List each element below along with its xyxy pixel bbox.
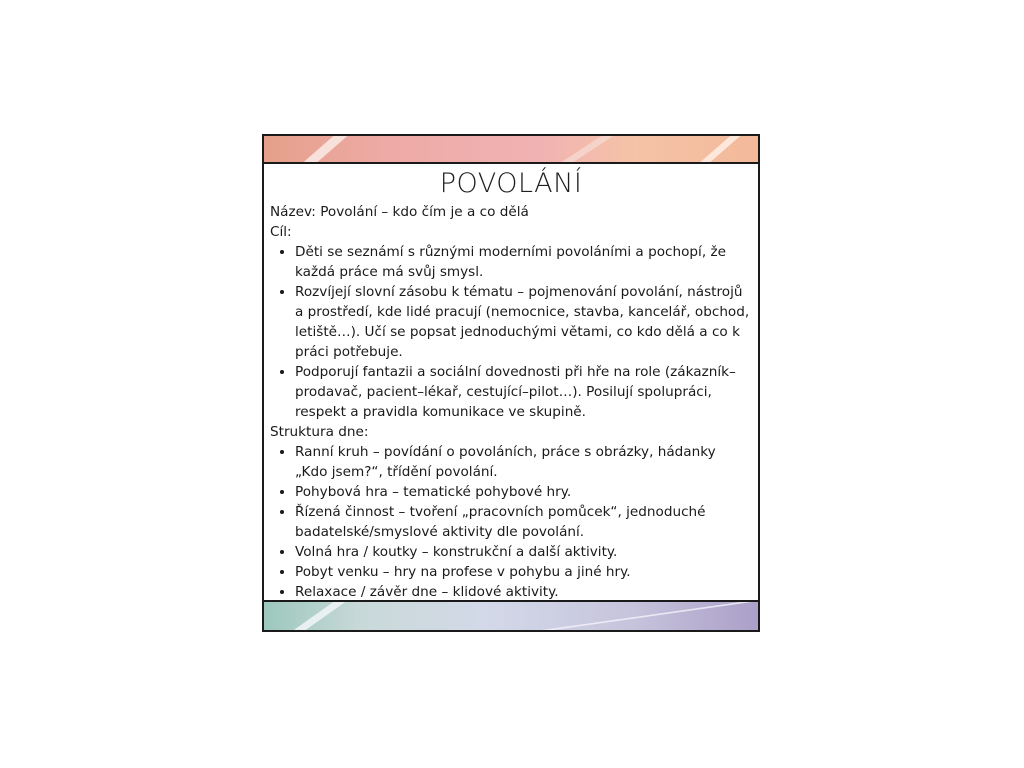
bottom-watercolor-band	[264, 600, 758, 630]
lesson-card	[262, 134, 760, 632]
list-item: • Volná hra / koutky – konstrukční a další aktivity.	[295, 542, 752, 562]
list-item: • Relaxace / závěr dne – klidové aktivity.	[295, 582, 752, 602]
name-line: Název: Povolání – kdo čím je a co dělá	[270, 204, 529, 220]
card-content	[264, 164, 758, 602]
structure-label: Struktura dne:	[270, 424, 369, 440]
list-item: • Pobyt venku – hry na profese v pohybu a jiné hry.	[295, 562, 752, 582]
page-title: POVOLÁNÍ	[439, 168, 583, 199]
list-item: • Ranní kruh – povídání o povoláních, práce s obrázky, hádanky „Kdo jsem?“, třídění povolání.	[295, 442, 752, 482]
list-item: • Pohybová hra – tematické pohybové hry.	[295, 482, 752, 502]
list-item: • Podporují fantazii a sociální dovednosti při hře na role (zákazník–prodavač, pacient–lékař, cestující–pilot…). Posilují spolupráci, respekt a pravidla komunikace ve skupině.	[295, 362, 752, 422]
list-item: • Děti se seznámí s různými moderními povoláními a pochopí, že každá práce má svůj smysl.	[295, 242, 752, 282]
top-watercolor-band	[264, 136, 758, 164]
goal-label: Cíl:	[270, 224, 292, 240]
structure-list	[270, 442, 752, 602]
goal-list	[270, 242, 752, 422]
top-band-art	[264, 136, 758, 162]
list-item: • Řízená činnost – tvoření „pracovních pomůcek“, jednoduché badatelské/smyslové aktivity dle povolání.	[295, 502, 752, 542]
bottom-band-art	[264, 602, 758, 630]
list-item: • Rozvíjejí slovní zásobu k tématu – pojmenování povolání, nástrojů a prostředí, kde lidé pracují (nemocnice, stavba, kancelář, obchod, letiště…). Učí se popsat jednoduchými větami, co kdo dělá a co k práci potřebuje.	[295, 282, 752, 362]
